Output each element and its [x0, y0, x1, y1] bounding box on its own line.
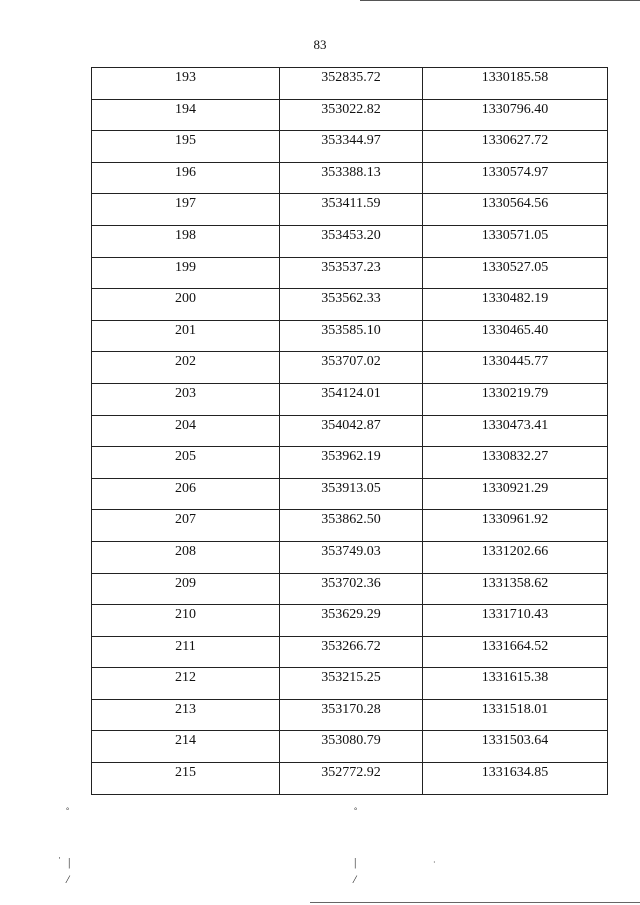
y-coordinate-value: 1330465.40: [481, 322, 549, 338]
point-id-value: 215: [175, 765, 196, 781]
point-id-value: 209: [175, 575, 196, 591]
y-coordinate-value: 1330961.92: [481, 512, 549, 528]
y-coordinate-value: 1330796.40: [481, 101, 549, 117]
y-coordinate-cell: [423, 225, 608, 257]
y-coordinate-cell: [423, 383, 608, 415]
point-id-value: 195: [175, 133, 196, 149]
point-id-cell: [92, 383, 280, 415]
x-coordinate-cell: [280, 162, 423, 194]
y-coordinate-cell: [423, 731, 608, 763]
x-coordinate-value: 353411.59: [321, 196, 381, 212]
y-coordinate-value: 1330473.41: [481, 417, 549, 433]
coordinate-table-body: [92, 68, 608, 795]
table-row: [92, 731, 608, 763]
y-coordinate-cell: [423, 573, 608, 605]
table-row: [92, 415, 608, 447]
table-row: [92, 447, 608, 479]
point-id-cell: [92, 257, 280, 289]
table-row: [92, 68, 608, 100]
x-coordinate-value: 353080.79: [321, 733, 381, 749]
scan-speck: °: [66, 806, 70, 815]
y-coordinate-cell: [423, 257, 608, 289]
x-coordinate-cell: [280, 731, 423, 763]
scan-speck: ·: [433, 858, 436, 867]
x-coordinate-value: 353913.05: [321, 480, 381, 496]
x-coordinate-value: 353585.10: [321, 322, 381, 338]
scan-speck: ·: [58, 853, 61, 863]
point-id-value: 199: [175, 259, 196, 275]
y-coordinate-cell: [423, 699, 608, 731]
y-coordinate-cell: [423, 68, 608, 100]
x-coordinate-value: 353562.33: [321, 291, 381, 307]
x-coordinate-cell: [280, 636, 423, 668]
point-id-cell: [92, 131, 280, 163]
x-coordinate-cell: [280, 383, 423, 415]
y-coordinate-cell: [423, 415, 608, 447]
x-coordinate-cell: [280, 289, 423, 321]
x-coordinate-cell: [280, 668, 423, 700]
scan-bottom-edge-line: [310, 902, 640, 903]
y-coordinate-value: 1330219.79: [481, 385, 549, 401]
x-coordinate-cell: [280, 447, 423, 479]
x-coordinate-value: 353022.82: [321, 101, 381, 117]
y-coordinate-value: 1331358.62: [481, 575, 549, 591]
x-coordinate-value: 353707.02: [321, 354, 381, 370]
scan-speck: °: [354, 806, 358, 815]
table-row: [92, 352, 608, 384]
point-id-cell: [92, 289, 280, 321]
scan-tick-mark: /: [66, 872, 70, 886]
y-coordinate-value: 1330445.77: [481, 354, 549, 370]
table-row: [92, 131, 608, 163]
point-id-cell: [92, 194, 280, 226]
x-coordinate-value: 353862.50: [321, 512, 381, 528]
table-row: [92, 699, 608, 731]
y-coordinate-cell: [423, 478, 608, 510]
scan-tick-mark: |: [354, 855, 357, 869]
y-coordinate-value: 1330627.72: [481, 133, 549, 149]
x-coordinate-cell: [280, 699, 423, 731]
point-id-cell: [92, 573, 280, 605]
point-id-value: 214: [175, 733, 196, 749]
point-id-cell: [92, 162, 280, 194]
point-id-value: 208: [175, 543, 196, 559]
y-coordinate-cell: [423, 320, 608, 352]
x-coordinate-cell: [280, 415, 423, 447]
y-coordinate-cell: [423, 352, 608, 384]
y-coordinate-cell: [423, 541, 608, 573]
table-row: [92, 478, 608, 510]
point-id-value: 205: [175, 449, 196, 465]
x-coordinate-cell: [280, 99, 423, 131]
coordinate-table: [91, 67, 608, 795]
scan-top-edge-line: [360, 0, 640, 1]
x-coordinate-cell: [280, 225, 423, 257]
table-row: [92, 510, 608, 542]
y-coordinate-value: 1330527.05: [481, 259, 549, 275]
point-id-value: 201: [175, 322, 196, 338]
y-coordinate-value: 1331503.64: [481, 733, 549, 749]
point-id-cell: [92, 699, 280, 731]
point-id-value: 194: [175, 101, 196, 117]
point-id-cell: [92, 763, 280, 795]
y-coordinate-cell: [423, 605, 608, 637]
point-id-cell: [92, 447, 280, 479]
point-id-value: 210: [175, 607, 196, 623]
x-coordinate-cell: [280, 573, 423, 605]
table-row: [92, 605, 608, 637]
x-coordinate-value: 353962.19: [321, 449, 381, 465]
y-coordinate-cell: [423, 131, 608, 163]
x-coordinate-value: 353388.13: [321, 164, 381, 180]
point-id-value: 197: [175, 196, 196, 212]
y-coordinate-value: 1330571.05: [481, 227, 549, 243]
point-id-cell: [92, 352, 280, 384]
table-row: [92, 636, 608, 668]
point-id-value: 213: [175, 701, 196, 717]
point-id-value: 196: [175, 164, 196, 180]
y-coordinate-value: 1331202.66: [481, 543, 549, 559]
table-row: [92, 225, 608, 257]
y-coordinate-value: 1330564.56: [481, 196, 549, 212]
table-row: [92, 289, 608, 321]
point-id-cell: [92, 225, 280, 257]
x-coordinate-cell: [280, 510, 423, 542]
x-coordinate-value: 353170.28: [321, 701, 381, 717]
point-id-value: 198: [175, 227, 196, 243]
x-coordinate-value: 352835.72: [321, 70, 381, 85]
y-coordinate-cell: [423, 636, 608, 668]
point-id-value: 202: [175, 354, 196, 370]
x-coordinate-value: 353629.29: [321, 607, 381, 623]
y-coordinate-cell: [423, 763, 608, 795]
y-coordinate-cell: [423, 162, 608, 194]
y-coordinate-value: 1331518.01: [481, 701, 549, 717]
y-coordinate-value: 1331710.43: [481, 607, 549, 623]
point-id-cell: [92, 636, 280, 668]
x-coordinate-cell: [280, 763, 423, 795]
point-id-cell: [92, 510, 280, 542]
x-coordinate-value: 353749.03: [321, 543, 381, 559]
table-row: [92, 573, 608, 605]
table-row: [92, 668, 608, 700]
y-coordinate-value: 1330185.58: [481, 70, 549, 85]
x-coordinate-cell: [280, 320, 423, 352]
table-row: [92, 383, 608, 415]
x-coordinate-value: 354124.01: [321, 385, 381, 401]
y-coordinate-value: 1330921.29: [481, 480, 549, 496]
x-coordinate-cell: [280, 194, 423, 226]
x-coordinate-value: 354042.87: [321, 417, 381, 433]
y-coordinate-value: 1331615.38: [481, 670, 549, 686]
scan-tick-mark: /: [353, 872, 357, 886]
point-id-cell: [92, 99, 280, 131]
point-id-value: 212: [175, 670, 196, 686]
y-coordinate-cell: [423, 289, 608, 321]
x-coordinate-value: 353537.23: [321, 259, 381, 275]
point-id-cell: [92, 668, 280, 700]
point-id-cell: [92, 541, 280, 573]
y-coordinate-value: 1330832.27: [481, 449, 549, 465]
point-id-cell: [92, 478, 280, 510]
table-row: [92, 162, 608, 194]
table-row: [92, 320, 608, 352]
x-coordinate-cell: [280, 478, 423, 510]
y-coordinate-value: 1331664.52: [481, 638, 549, 654]
y-coordinate-cell: [423, 510, 608, 542]
x-coordinate-cell: [280, 605, 423, 637]
x-coordinate-value: 353266.72: [321, 638, 381, 654]
table-row: [92, 541, 608, 573]
y-coordinate-value: 1330574.97: [481, 164, 549, 180]
x-coordinate-value: 353215.25: [321, 670, 381, 686]
x-coordinate-value: 353702.36: [321, 575, 381, 591]
point-id-cell: [92, 731, 280, 763]
page-number: 83: [313, 37, 327, 52]
x-coordinate-cell: [280, 541, 423, 573]
point-id-value: 200: [175, 291, 196, 307]
point-id-value: 206: [175, 480, 196, 496]
point-id-value: 207: [175, 512, 196, 528]
x-coordinate-value: 352772.92: [321, 765, 381, 781]
y-coordinate-cell: [423, 99, 608, 131]
scan-tick-mark: |: [68, 855, 71, 869]
y-coordinate-value: 1331634.85: [481, 765, 549, 781]
y-coordinate-cell: [423, 194, 608, 226]
point-id-value: 211: [175, 638, 196, 654]
x-coordinate-cell: [280, 68, 423, 100]
y-coordinate-value: 1330482.19: [481, 291, 549, 307]
table-row: [92, 99, 608, 131]
x-coordinate-cell: [280, 352, 423, 384]
table-row: [92, 194, 608, 226]
x-coordinate-cell: [280, 131, 423, 163]
y-coordinate-cell: [423, 668, 608, 700]
x-coordinate-value: 353344.97: [321, 133, 381, 149]
point-id-value: 204: [175, 417, 196, 433]
point-id-value: 193: [175, 70, 196, 85]
table-row: [92, 763, 608, 795]
point-id-value: 203: [175, 385, 196, 401]
y-coordinate-cell: [423, 447, 608, 479]
point-id-cell: [92, 605, 280, 637]
table-row: [92, 257, 608, 289]
x-coordinate-value: 353453.20: [321, 227, 381, 243]
point-id-cell: [92, 68, 280, 100]
point-id-cell: [92, 415, 280, 447]
x-coordinate-cell: [280, 257, 423, 289]
point-id-cell: [92, 320, 280, 352]
